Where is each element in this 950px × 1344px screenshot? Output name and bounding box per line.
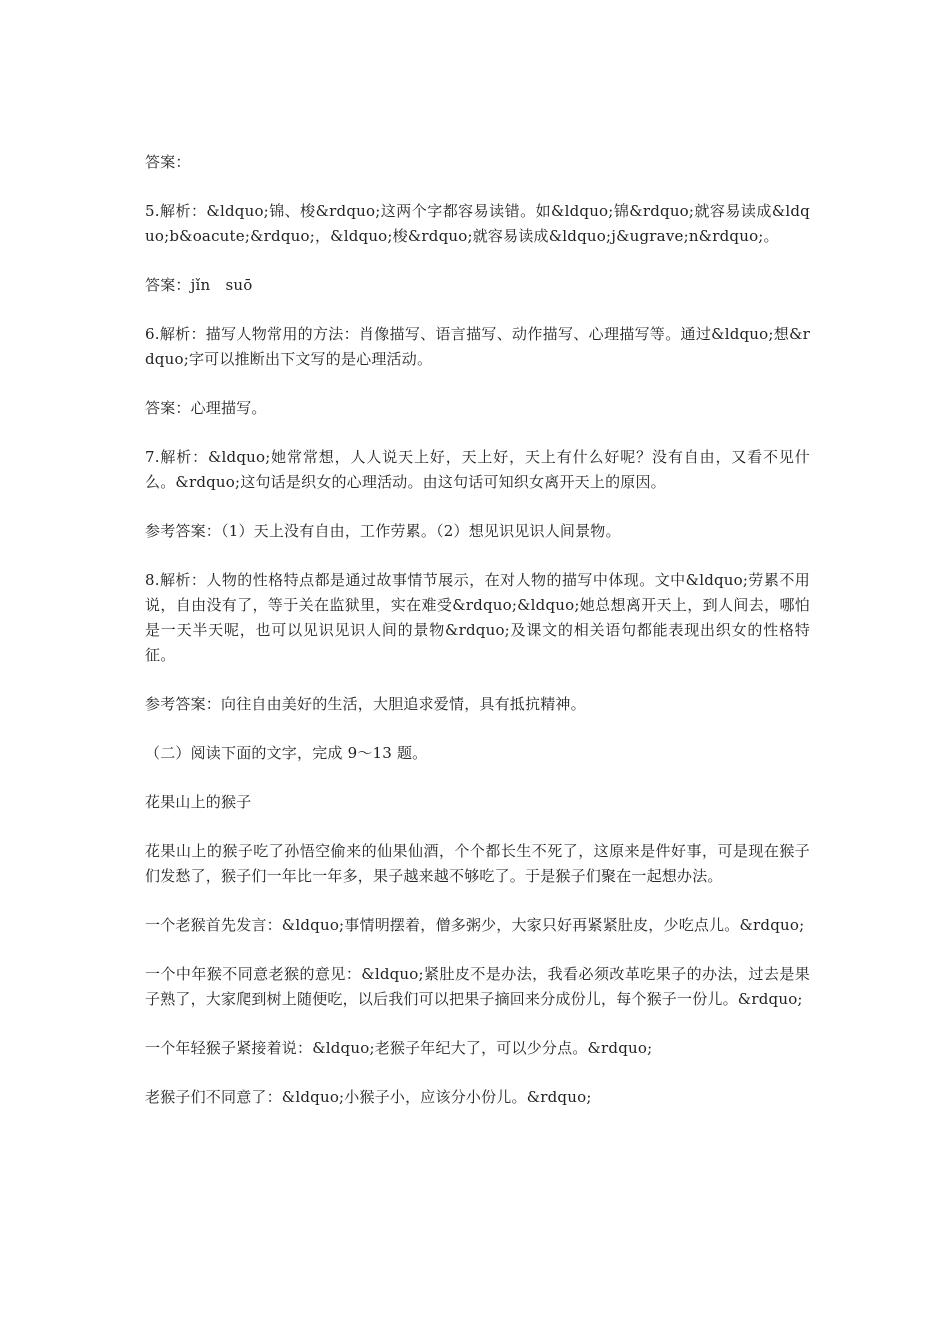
q8-analysis: 8.解析：人物的性格特点都是通过故事情节展示，在对人物的描写中体现。文中&ldquo;劳累不用说，自由没有了，等于关在监狱里，实在难受&rdquo;&ldquo;她总想离开天上，到人间去，哪怕是一天半天呢，也可以见识见识人间的景物&rdquo;及课文的相关语句都能表现出织女的性格特征。 [145, 571, 810, 664]
q5-answer: 答案：jǐn suō [145, 276, 253, 294]
q8-answer: 参考答案：向往自由美好的生活，大胆追求爱情，具有抵抗精神。 [145, 695, 586, 713]
q5-analysis: 5.解析：&ldquo;锦、梭&rdquo;这两个字都容易读错。如&ldquo;锦&rdquo;就容易读成&ldquo;b&oacute;&rdquo;，&ldquo;梭&rdquo;就容易读成&ldquo;j&ugrave;n&rdquo;。 [145, 202, 810, 245]
story-title: 花果山上的猴子 [145, 793, 252, 811]
q6-answer: 答案：心理描写。 [145, 399, 267, 417]
story-paragraph: 一个中年猴不同意老猴的意见：&ldquo;紧肚皮不是办法，我看必须改革吃果子的办法，过去是果子熟了，大家爬到树上随便吃，以后我们可以把果子摘回来分成份儿，每个猴子一份儿。&rdquo; [145, 965, 810, 1008]
q6-analysis: 6.解析：描写人物常用的方法：肖像描写、语言描写、动作描写、心理描写等。通过&ldquo;想&rdquo;字可以推断出下文写的是心理活动。 [145, 325, 810, 368]
story-paragraph: 花果山上的猴子吃了孙悟空偷来的仙果仙酒，个个都长生不死了，这原来是件好事，可是现在猴子们发愁了，猴子们一年比一年多，果子越来越不够吃了。于是猴子们聚在一起想办法。 [145, 842, 810, 885]
story-paragraph: 一个年轻猴子紧接着说：&ldquo;老猴子年纪大了，可以少分点。&rdquo; [145, 1039, 653, 1057]
story-paragraph: 老猴子们不同意了：&ldquo;小猴子小，应该分小份儿。&rdquo; [145, 1088, 592, 1106]
q7-answer: 参考答案：（1）天上没有自由，工作劳累。（2）想见识见识人间景物。 [145, 522, 621, 540]
story-paragraph: 一个老猴首先发言：&ldquo;事情明摆着，僧多粥少，大家只好再紧紧肚皮，少吃点儿。&rdquo; [145, 916, 805, 934]
answer-label: 答案： [145, 153, 191, 171]
document-body [145, 150, 810, 1134]
q7-analysis: 7.解析：&ldquo;她常常想，人人说天上好，天上好，天上有什么好呢？没有自由，又看不见什么。&rdquo;这句话是织女的心理活动。由这句话可知织女离开天上的原因。 [145, 448, 810, 491]
section-heading: （二）阅读下面的文字，完成 9～13 题。 [145, 744, 428, 762]
